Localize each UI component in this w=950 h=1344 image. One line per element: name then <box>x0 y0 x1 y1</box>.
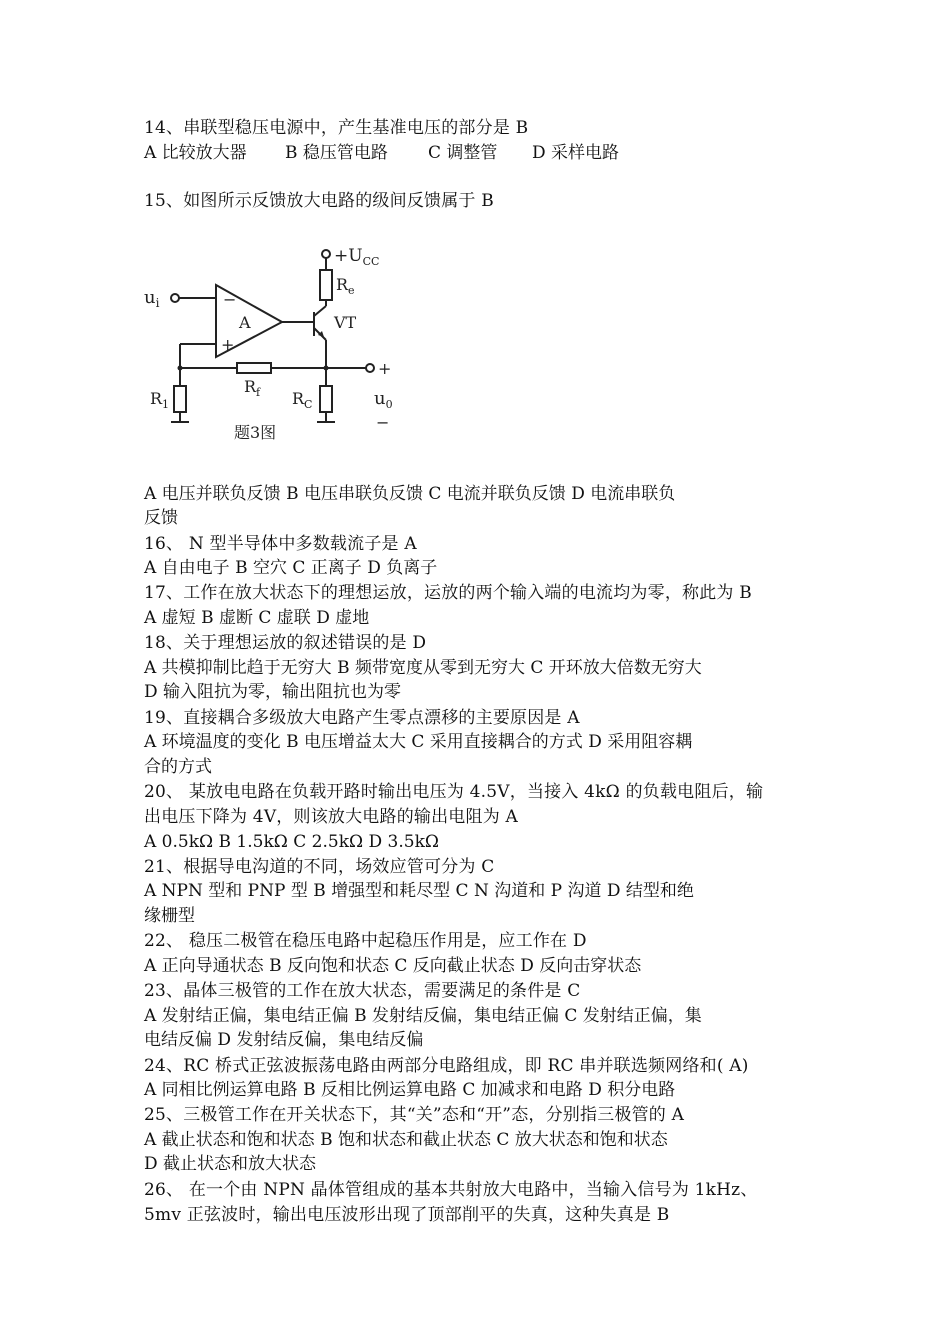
q14-option-b: B 稳压管电路 <box>285 143 388 163</box>
q26-stem-line2: 5mv 正弦波时，输出电压波形出现了顶部削平的失真，这种失真是 B <box>144 1205 670 1225</box>
uo-label: $u_0$ <box>374 388 393 411</box>
q24-options: A 同相比例运算电路 B 反相比例运算电路 C 加减求和电路 D 积分电路 <box>144 1080 676 1100</box>
q18-options-line2: D 输入阻抗为零，输出阻抗也为零 <box>144 682 402 702</box>
q24-stem: 24、RC 桥式正弦波振荡电路由两部分电路组成，即 RC 串并联选频网络和( A) <box>144 1056 749 1076</box>
q20-stem-line2: 出电压下降为 4V，则该放大电路的输出电阻为 A <box>144 807 518 827</box>
q18-options-line1: A 共模抑制比趋于无穷大 B 频带宽度从零到无穷大 C 开环放大倍数无穷大 <box>144 658 702 678</box>
output-plus-label: + <box>378 359 392 378</box>
q16-options: A 自由电子 B 空穴 C 正离子 D 负离子 <box>144 558 438 578</box>
ui-label: $u_i$ <box>144 287 160 310</box>
feedback-amplifier-circuit <box>130 236 420 451</box>
rf-label: $R_f$ <box>244 377 261 399</box>
q26-stem-line1: 26、 在一个由 NPN 晶体管组成的基本共射放大电路中，当输入信号为 1kHz、 <box>144 1180 758 1200</box>
q17-options: A 虚短 B 虚断 C 虚联 D 虚地 <box>144 608 370 628</box>
opamp-minus-label: − <box>223 290 237 309</box>
re-label: $R_e$ <box>336 275 355 297</box>
q21-stem: 21、根据导电沟道的不同，场效应管可分为 C <box>144 857 495 877</box>
output-minus-label: − <box>376 413 390 432</box>
q19-options-line2: 合的方式 <box>144 757 212 777</box>
q22-stem: 22、 稳压二极管在稳压电路中起稳压作用是，应工作在 D <box>144 931 587 951</box>
q22-options: A 正向导通状态 B 反向饱和状态 C 反向截止状态 D 反向击穿状态 <box>144 956 642 976</box>
q15-stem: 15、如图所示反馈放大电路的级间反馈属于 B <box>144 191 494 211</box>
q15-options-line2: 反馈 <box>144 508 178 528</box>
q14-option-a: A 比较放大器 <box>144 143 247 163</box>
vcc-label: $+U_{CC}$ <box>334 246 380 268</box>
q25-options-line1: A 截止状态和饱和状态 B 饱和状态和截止状态 C 放大状态和饱和状态 <box>144 1130 668 1150</box>
q23-stem: 23、晶体三极管的工作在放大状态，需要满足的条件是 C <box>144 981 581 1001</box>
q14-option-d: D 采样电路 <box>532 143 620 163</box>
q25-options-line2: D 截止状态和放大状态 <box>144 1154 317 1174</box>
q15-options-line1: A 电压并联负反馈 B 电压串联负反馈 C 电流并联负反馈 D 电流串联负 <box>144 484 676 504</box>
q23-options-line1: A 发射结正偏，集电结正偏 B 发射结反偏，集电结正偏 C 发射结正偏，集 <box>144 1006 702 1026</box>
q21-options-line2: 缘栅型 <box>144 906 195 926</box>
q20-options: A 0.5kΩ B 1.5kΩ C 2.5kΩ D 3.5kΩ <box>144 832 439 852</box>
q18-stem: 18、关于理想运放的叙述错误的是 D <box>144 633 427 653</box>
opamp-a-label: A <box>239 313 251 332</box>
q23-options-line2: 电结反偏 D 发射结反偏，集电结反偏 <box>144 1030 424 1050</box>
rc-label: $R_C$ <box>292 389 313 411</box>
q16-stem: 16、 N 型半导体中多数载流子是 A <box>144 534 417 554</box>
q14-stem: 14、串联型稳压电源中，产生基准电压的部分是 B <box>144 118 529 138</box>
q21-options-line1: A NPN 型和 PNP 型 B 增强型和耗尽型 C N 沟道和 P 沟道 D 结型和绝 <box>144 881 694 901</box>
q25-stem: 25、三极管工作在开关状态下，其“关”态和“开”态，分别指三极管的 A <box>144 1105 685 1125</box>
opamp-plus-label: + <box>221 335 235 354</box>
q14-options <box>144 141 619 165</box>
q20-stem-line1: 20、 某放电电路在负载开路时输出电压为 4.5V，当接入 4kΩ 的负载电阻后，输 <box>144 782 764 802</box>
q19-stem: 19、直接耦合多级放大电路产生零点漂移的主要原因是 A <box>144 708 580 728</box>
q19-options-line1: A 环境温度的变化 B 电压增益太大 C 采用直接耦合的方式 D 采用阻容耦 <box>144 732 693 752</box>
r1-label: $R_1$ <box>150 389 170 411</box>
figure-caption: 题3图 <box>234 423 277 442</box>
vt-label: VT <box>334 313 357 332</box>
q17-stem: 17、工作在放大状态下的理想运放，运放的两个输入端的电流均为零，称此为 B <box>144 583 752 603</box>
q14-option-c: C 调整管 <box>428 143 498 163</box>
